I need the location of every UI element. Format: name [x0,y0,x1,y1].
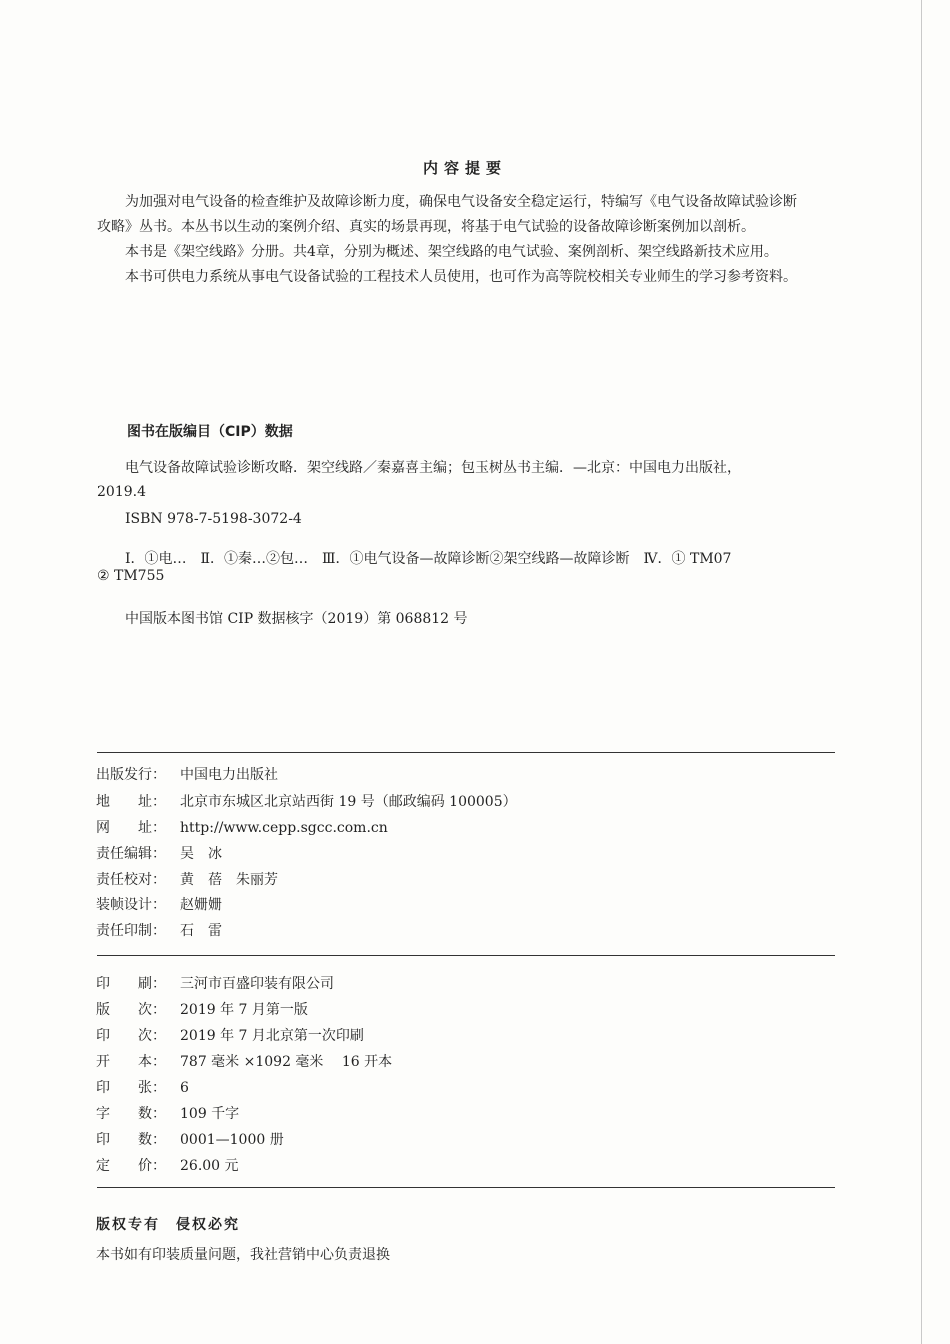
website-row [96,817,388,837]
word-count-value: 109 千字 [180,1106,240,1122]
address-value: 北京市东城区北京站西街 19 号（邮政编码 100005） [180,794,517,810]
print-supervisor-label: 责任印制： [96,923,166,939]
impression-label: 印 次： [96,1028,166,1044]
website-value: http://www.cepp.sgcc.com.cn [180,820,388,836]
word-count-row [96,1103,239,1123]
designer-row [96,894,222,914]
divider-middle [97,955,835,956]
summary-paragraph-3: 本书可供电力系统从事电气设备试验的工程技术人员使用，也可作为高等院校相关专业师生的学习参考资料。 [125,269,797,285]
price-value: 26.00 元 [180,1158,239,1174]
editor-value: 吴 冰 [180,846,222,862]
print-run-row [96,1129,284,1149]
copyright-title: 版权专有 侵权必究 [96,1217,240,1233]
print-supervisor-value: 石 雷 [180,923,222,939]
impression-value: 2019 年 7 月北京第一次印刷 [180,1028,364,1044]
format-value: 787 毫米 ×1092 毫米 16 开本 [180,1054,393,1070]
price-row [96,1155,239,1175]
website-label: 网 址： [96,820,166,836]
copyright-notice: 本书如有印装质量问题，我社营销中心负责退换 [96,1247,390,1263]
summary-title: 内容提要 [423,159,508,177]
summary-paragraph-1-line-1: 为加强对电气设备的检查维护及故障诊断力度，确保电气设备安全稳定运行，特编写《电气设备故障试验诊断 [125,194,797,210]
cip-record-number: 中国版本图书馆 CIP 数据核字（2019）第 068812 号 [125,611,468,627]
print-run-label: 印 数： [96,1132,166,1148]
cip-title: 图书在版编目（CIP）数据 [127,424,293,440]
address-label: 地 址： [96,794,166,810]
summary-paragraph-2: 本书是《架空线路》分册。共4章，分别为概述、架空线路的电气试验、案例剖析、架空线路新技术应用。 [125,244,778,260]
edition-label: 版 次： [96,1002,166,1018]
edition-value: 2019 年 7 月第一版 [180,1002,308,1018]
proofreader-row [96,869,278,889]
word-count-label: 字 数： [96,1106,166,1122]
publisher-row [96,764,278,784]
print-supervisor-row [96,920,222,940]
proofreader-value: 黄 蓓 朱丽芳 [180,872,278,888]
sheets-label: 印 张： [96,1080,166,1096]
sheets-row [96,1077,189,1097]
cip-entry-line-1: 电气设备故障试验诊断攻略．架空线路／秦嘉喜主编；包玉树丛书主编．—北京：中国电力出版社， [125,460,741,476]
designer-value: 赵姗姗 [180,897,222,913]
format-label: 开 本： [96,1054,166,1070]
editor-row [96,843,222,863]
edition-row [96,999,308,1019]
publisher-label: 出版发行： [96,767,166,783]
price-label: 定 价： [96,1158,166,1174]
page-edge-line [921,0,922,1344]
summary-paragraph-1-line-2: 攻略》丛书。本丛书以生动的案例介绍、真实的场景再现，将基于电气试验的设备故障诊断案例加以剖析。 [97,219,755,235]
sheets-value: 6 [180,1080,189,1096]
cip-entry-line-2: 2019.4 [97,484,146,500]
proofreader-label: 责任校对： [96,872,166,888]
designer-label: 装帧设计： [96,897,166,913]
impression-row [96,1025,364,1045]
printer-label: 印 刷： [96,976,166,992]
cip-classification-line-1: Ⅰ．①电… Ⅱ．①秦…②包… Ⅲ．①电气设备—故障诊断②架空线路—故障诊断 Ⅳ．① TM07 [125,551,732,567]
divider-top [97,752,835,753]
editor-label: 责任编辑： [96,846,166,862]
cip-classification-line-2: ② TM755 [97,568,165,584]
divider-bottom [97,1187,835,1188]
cip-isbn: ISBN 978-7-5198-3072-4 [125,511,302,527]
printer-value: 三河市百盛印装有限公司 [180,976,334,992]
publisher-value: 中国电力出版社 [180,767,278,783]
printer-row [96,973,334,993]
address-row [96,791,517,811]
print-run-value: 0001—1000 册 [180,1132,284,1148]
format-row [96,1051,392,1071]
